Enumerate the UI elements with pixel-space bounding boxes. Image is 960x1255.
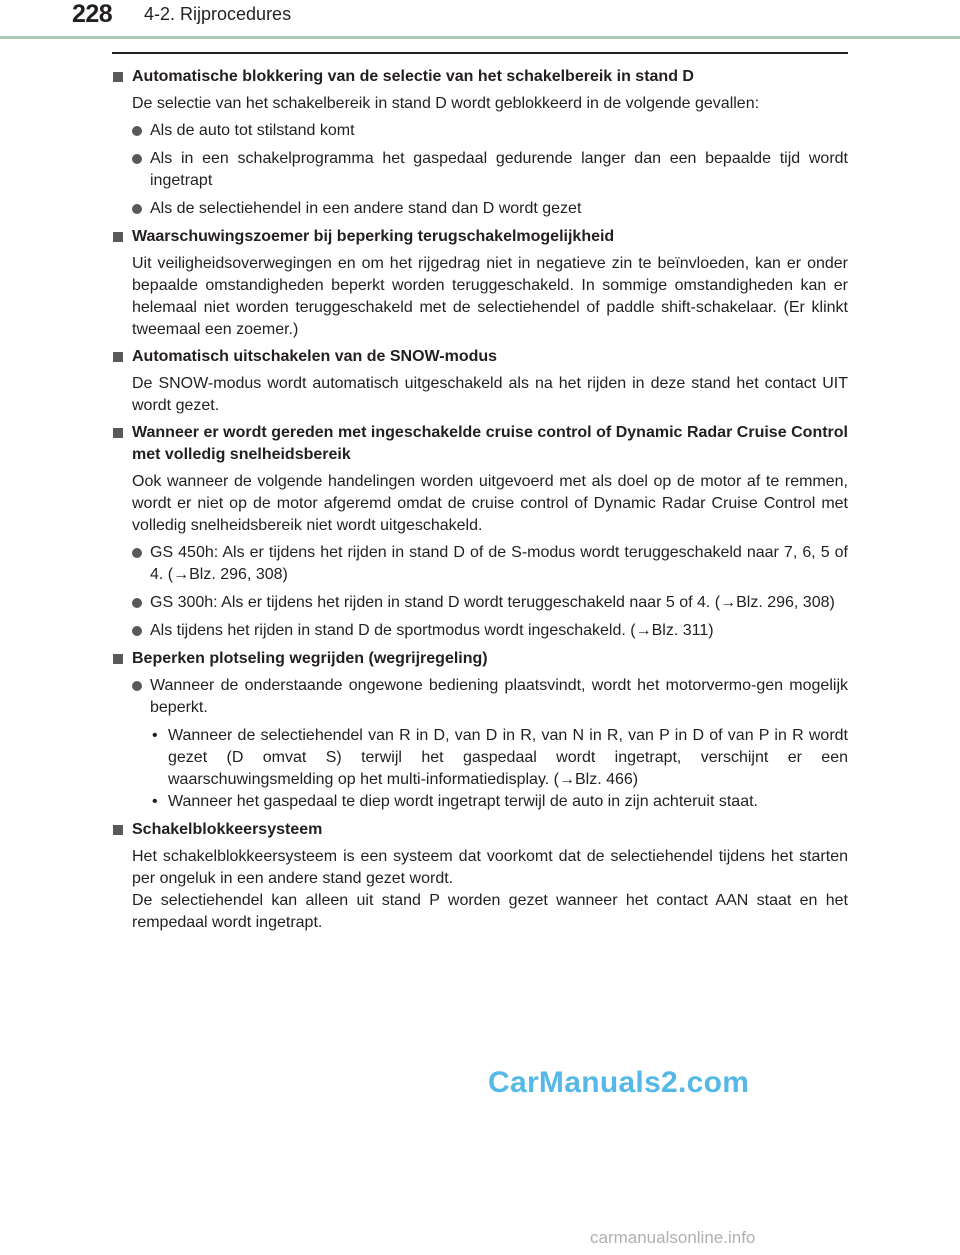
section-heading: [112, 648, 848, 670]
bullet-item: [112, 675, 848, 719]
circle-bullet-icon: [132, 681, 142, 691]
square-bullet-icon: [113, 428, 123, 438]
bullet-text: Als tijdens het rijden in stand D de sportmodus wordt ingeschakeld. (→Blz. 311): [150, 622, 714, 639]
square-bullet-icon: [113, 825, 123, 835]
section-heading: [112, 66, 848, 88]
bullet-text: Als de selectiehendel in een andere stand dan D wordt gezet: [150, 200, 582, 217]
section-d-lock: [112, 66, 848, 220]
section-shift-lock: [112, 819, 848, 934]
heading-text: Automatisch uitschakelen van de SNOW-modus: [132, 348, 498, 365]
bullet-item: [112, 148, 848, 192]
header-rule: [0, 36, 960, 39]
section-cruise-control: [112, 422, 848, 642]
square-bullet-icon: [113, 654, 123, 664]
heading-text: Beperken plotseling wegrijden (wegrijregeling): [132, 650, 488, 667]
section-snow-mode: [112, 346, 848, 417]
circle-bullet-icon: [132, 598, 142, 608]
paragraph: Uit veiligheidsoverwegingen en om het rijgedrag niet in negatieve zin te beïnvloeden, kan er onder bepaalde omstandigheden beperkt worden teruggeschakeld. In sommige omstandigheden kan er helemaal niet worden teruggeschakeld met de selectiehendel of paddle shift-schakelaar. (Er klinkt tweemaal een zoemer.): [132, 255, 848, 338]
square-bullet-icon: [113, 352, 123, 362]
footer-source-text: carmanualsonline.info: [590, 1228, 756, 1247]
section-drive-start-control: [112, 648, 848, 813]
circle-bullet-icon: [132, 548, 142, 558]
square-bullet-icon: [113, 232, 123, 242]
circle-bullet-icon: [132, 126, 142, 136]
bullet-text: Als in een schakelprogramma het gaspedaal gedurende langer dan een bepaalde tijd wordt ingetrapt: [150, 150, 848, 189]
paragraph-line: Het schakelblokkeersysteem is een systeem dat voorkomt dat de selectiehendel tijdens het starten per ongeluk in een andere stand gezet wordt.: [132, 848, 848, 887]
heading-text: Waarschuwingszoemer bij beperking terugschakelmogelijkheid: [132, 228, 615, 245]
section-title: 4-2. Rijprocedures: [144, 4, 292, 24]
section-heading: [112, 422, 848, 466]
sub-bullet-marker: •: [152, 793, 158, 810]
page-number: 228: [72, 0, 113, 28]
circle-bullet-icon: [132, 204, 142, 214]
circle-bullet-icon: [132, 626, 142, 636]
section-heading: [112, 819, 848, 841]
bullet-text: GS 450h: Als er tijdens het rijden in stand D of de S-modus wordt teruggeschakeld naar 7, 6, 5 of 4. (→Blz. 296, 308): [150, 544, 848, 583]
sub-bullet-marker: •: [152, 727, 158, 744]
paragraph: [112, 846, 848, 934]
bullet-text: GS 300h: Als er tijdens het rijden in stand D wordt teruggeschakeld naar 5 of 4. (→Blz. 296, 308): [150, 594, 835, 611]
bullet-item: [112, 592, 848, 614]
circle-bullet-icon: [132, 154, 142, 164]
section-downshift-buzzer: [112, 226, 848, 341]
bullet-item: [112, 198, 848, 220]
sub-bullet-text: Wanneer de selectiehendel van R in D, van D in R, van N in R, van P in D of van P in R wordt gezet (D omvat S) terwijl het gaspedaal wordt ingetrapt, verschijnt er een waarschuwingsmelding op het multi-informatiedisplay. (→Blz. 466): [168, 727, 848, 788]
paragraph-line: De selectiehendel kan alleen uit stand P worden gezet wanneer het contact AAN staat en het rempedaal wordt ingetrapt.: [132, 892, 848, 931]
sub-bullet-item: [112, 725, 848, 791]
bullet-text: Wanneer de onderstaande ongewone bediening plaatsvindt, wordt het motorvermo-gen mogelijk beperkt.: [150, 677, 848, 716]
page-header: [0, 0, 960, 40]
bullet-item: [112, 542, 848, 586]
square-bullet-icon: [113, 72, 123, 82]
page-content: [112, 66, 848, 939]
sub-bullet-text: Wanneer het gaspedaal te diep wordt ingetrapt terwijl de auto in zijn achteruit staat.: [168, 793, 758, 810]
paragraph: Ook wanneer de volgende handelingen worden uitgevoerd met als doel op de motor af te remmen, wordt er niet op de motor afgeremd omdat de cruise control of Dynamic Radar Cruise Control met volledig snelheidsbereik niet wordt uitgeschakeld.: [132, 473, 848, 534]
paragraph: De SNOW-modus wordt automatisch uitgeschakeld als na het rijden in deze stand het contact UIT wordt gezet.: [132, 375, 848, 414]
bullet-text: Als de auto tot stilstand komt: [150, 122, 355, 139]
section-heading: [112, 346, 848, 368]
heading-text: Wanneer er wordt gereden met ingeschakelde cruise control of Dynamic Radar Cruise Control met volledig snelheidsbereik: [132, 424, 848, 463]
bullet-item: [112, 620, 848, 642]
heading-text: Automatische blokkering van de selectie van het schakelbereik in stand D: [132, 68, 694, 85]
heading-text: Schakelblokkeersysteem: [132, 821, 323, 838]
sub-bullet-item: [112, 791, 848, 813]
watermark-logo: CarManuals2.com: [488, 1066, 750, 1099]
section-heading: [112, 226, 848, 248]
paragraph: De selectie van het schakelbereik in stand D wordt geblokkeerd in de volgende gevallen:: [132, 95, 760, 112]
content-divider: [112, 52, 848, 54]
bullet-item: [112, 120, 848, 142]
